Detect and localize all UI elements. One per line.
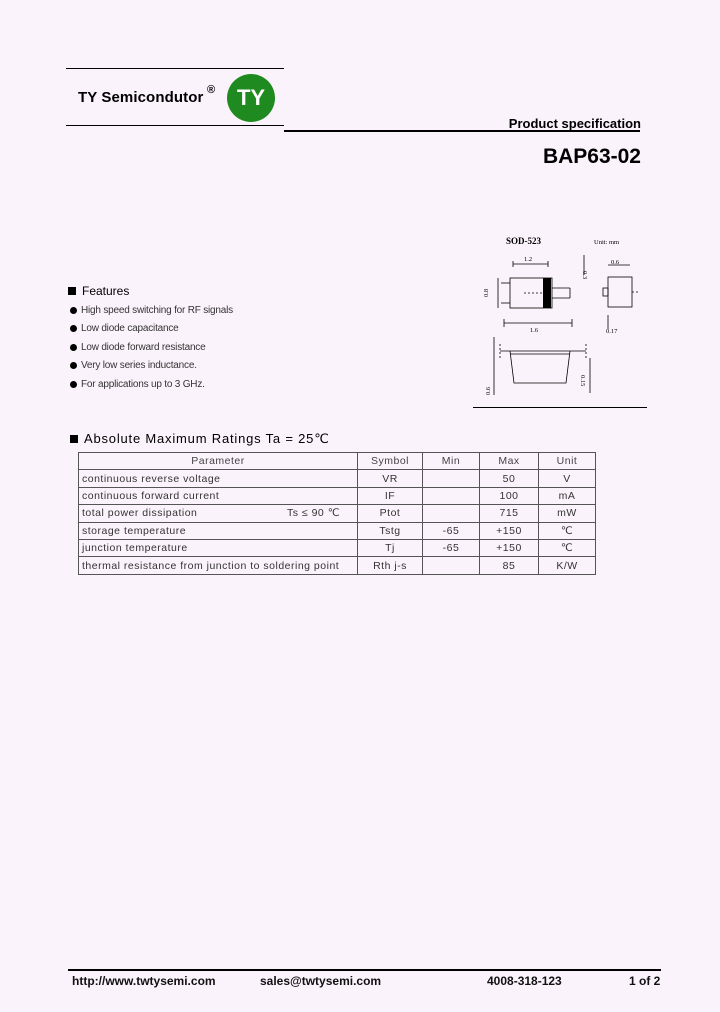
cell-min bbox=[423, 470, 480, 487]
cell-parameter bbox=[79, 470, 358, 487]
footer-rule bbox=[68, 969, 661, 971]
feature-text: Very low series inductance. bbox=[81, 360, 197, 372]
parameter-text: thermal resistance from junction to soldering point bbox=[82, 559, 340, 572]
parameter-text: continuous forward current bbox=[82, 489, 220, 502]
cell-max: +150 bbox=[480, 522, 539, 539]
list-item bbox=[70, 323, 233, 341]
parameter-text: continuous reverse voltage bbox=[82, 472, 221, 485]
bullet-dot-icon bbox=[70, 381, 77, 388]
header-top-rule bbox=[66, 68, 284, 69]
cell-parameter bbox=[79, 539, 358, 556]
dim-height: 0.6 bbox=[485, 386, 492, 395]
cell-symbol: VR bbox=[358, 470, 423, 487]
ratings-table bbox=[78, 452, 596, 575]
cell-unit: mW bbox=[539, 505, 596, 522]
bullet-dot-icon bbox=[70, 362, 77, 369]
cell-min: -65 bbox=[423, 522, 480, 539]
cell-min: -65 bbox=[423, 539, 480, 556]
feature-text: High speed switching for RF signals bbox=[81, 305, 233, 316]
ratings-title: Absolute Maximum Ratings Ta = 25℃ bbox=[84, 431, 330, 446]
condition-text: Ts ≤ 90 ℃ bbox=[287, 507, 340, 520]
footer-website[interactable]: http://www.twtysemi.com bbox=[72, 974, 216, 988]
parameter-text: junction temperature bbox=[82, 542, 188, 555]
col-header: Parameter bbox=[79, 453, 358, 470]
feature-text: For applications up to 3 GHz. bbox=[81, 378, 205, 390]
cell-min bbox=[423, 487, 480, 504]
list-item bbox=[70, 305, 233, 323]
cell-parameter bbox=[79, 505, 358, 522]
dim-width: 1.6 bbox=[530, 327, 539, 334]
cell-min bbox=[423, 505, 480, 522]
cell-parameter bbox=[79, 557, 358, 574]
cell-parameter bbox=[79, 487, 358, 504]
ratings-heading bbox=[70, 431, 330, 447]
features-heading bbox=[68, 284, 129, 298]
package-drawing bbox=[480, 233, 650, 410]
cell-max: 85 bbox=[480, 557, 539, 574]
dim-pad: 0.17 bbox=[606, 328, 618, 335]
feature-text: Low diode capacitance bbox=[81, 323, 179, 335]
col-header: Min bbox=[423, 453, 480, 470]
cell-max: +150 bbox=[480, 539, 539, 556]
dim-lead: 0.3 bbox=[581, 271, 588, 280]
company-name: TY Semicondutor bbox=[78, 89, 204, 106]
cell-symbol: Tj bbox=[358, 539, 423, 556]
package-name: SOD-523 bbox=[506, 236, 542, 246]
cell-max: 100 bbox=[480, 487, 539, 504]
table-row bbox=[79, 505, 596, 522]
cell-max: 50 bbox=[480, 470, 539, 487]
cell-parameter bbox=[79, 522, 358, 539]
features-title: Features bbox=[82, 284, 130, 298]
features-list bbox=[70, 305, 233, 397]
table-header-row bbox=[79, 453, 596, 470]
company-logo bbox=[227, 74, 275, 122]
table-row bbox=[79, 557, 596, 574]
table-row bbox=[79, 487, 596, 504]
cell-symbol: Tstg bbox=[358, 522, 423, 539]
footer-email[interactable]: sales@twtysemi.com bbox=[260, 974, 382, 988]
registered-mark: ® bbox=[207, 84, 216, 96]
col-header: Symbol bbox=[358, 453, 423, 470]
feature-text: Low diode forward resistance bbox=[81, 341, 206, 353]
cell-symbol: IF bbox=[358, 487, 423, 504]
col-header: Unit bbox=[539, 453, 596, 470]
cell-unit: ℃ bbox=[539, 522, 596, 539]
bullet-square-icon bbox=[70, 435, 78, 443]
dim-foot: 0.15 bbox=[579, 375, 586, 387]
dim-side: 0.6 bbox=[611, 259, 620, 266]
footer-phone: 4008-318-123 bbox=[487, 974, 562, 988]
bullet-dot-icon bbox=[70, 344, 77, 351]
drawing-underline bbox=[473, 407, 647, 408]
unit-label: Unit: mm bbox=[594, 239, 620, 246]
list-item bbox=[70, 360, 233, 378]
bullet-dot-icon bbox=[70, 307, 77, 314]
footer-page: 1 of 2 bbox=[629, 974, 661, 988]
bullet-dot-icon bbox=[70, 325, 77, 332]
package-outline-svg bbox=[480, 233, 650, 405]
logo-text: TY bbox=[236, 85, 266, 110]
cell-min bbox=[423, 557, 480, 574]
parameter-text: total power dissipation bbox=[82, 507, 198, 520]
part-number: BAP63-02 bbox=[542, 145, 641, 168]
doc-type: Product specification bbox=[508, 116, 641, 131]
list-item bbox=[70, 342, 233, 360]
cell-unit: mA bbox=[539, 487, 596, 504]
bullet-square-icon bbox=[68, 287, 76, 295]
cell-symbol: Ptot bbox=[358, 505, 423, 522]
parameter-text: storage temperature bbox=[82, 524, 187, 537]
header-short-rule bbox=[66, 125, 284, 126]
cell-unit: ℃ bbox=[539, 539, 596, 556]
table-row bbox=[79, 470, 596, 487]
table-row bbox=[79, 522, 596, 539]
cell-symbol: Rth j-s bbox=[358, 557, 423, 574]
dim-top: 1.2 bbox=[524, 256, 533, 263]
dim-body: 0.8 bbox=[483, 288, 490, 297]
list-item bbox=[70, 379, 233, 397]
table-row bbox=[79, 539, 596, 556]
cell-unit: K/W bbox=[539, 557, 596, 574]
cell-unit: V bbox=[539, 470, 596, 487]
cell-max: 715 bbox=[480, 505, 539, 522]
col-header: Max bbox=[480, 453, 539, 470]
